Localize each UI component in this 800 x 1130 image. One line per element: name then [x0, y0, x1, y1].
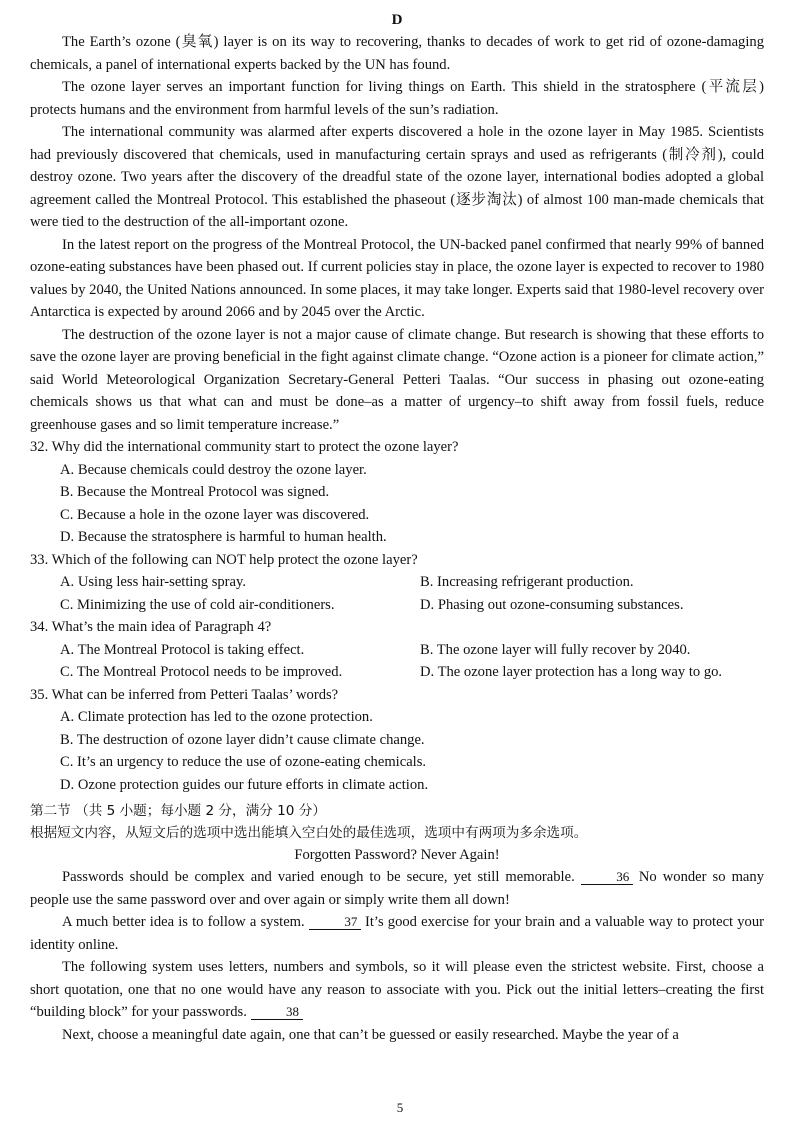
section-2-instruction: 根据短文内容，从短文后的选项中选出能填入空白处的最佳选项，选项中有两项为多余选项。: [30, 825, 588, 841]
question-stem: 34. What’s the main idea of Paragraph 4?: [30, 619, 272, 635]
option-c: C. The Montreal Protocol needs to be improved.: [60, 664, 343, 680]
option-b: B. Increasing refrigerant production.: [420, 574, 634, 590]
question-35: [30, 684, 764, 797]
cloze-title: Forgotten Password? Never Again!: [294, 847, 500, 863]
option-a: A. Climate protection has led to the ozone protection.: [60, 709, 373, 725]
section-letter: D: [391, 12, 403, 28]
question-stem: 35. What can be inferred from Petteri Taalas’ words?: [30, 686, 339, 703]
question-32: [30, 436, 764, 549]
option-c: C. Minimizing the use of cold air-conditioners.: [60, 596, 335, 613]
option-a: A. The Montreal Protocol is taking effect.: [60, 641, 305, 658]
cloze-paragraph-3: [30, 956, 764, 1024]
cloze-text: A much better idea is to follow a system.: [62, 914, 305, 930]
cloze-paragraph-4: Next, choose a meaningful date again, one that can’t be guessed or easily researched. Maybe the year of a: [62, 1026, 679, 1043]
passage-paragraph-1: The Earth’s ozone (臭氧) layer is on its way to recovering, thanks to decades of work to get rid of ozone-damaging chemicals, a panel of international experts backed by the UN has found.: [30, 34, 764, 73]
option-row: [60, 571, 764, 594]
option-b: B. The destruction of ozone layer didn’t cause climate change.: [60, 731, 425, 748]
question-33: [30, 549, 764, 617]
question-34: [30, 616, 764, 684]
option-row: [60, 661, 764, 684]
option-d: D. Because the stratosphere is harmful to human health.: [60, 529, 387, 545]
option-a: A. Because chemicals could destroy the ozone layer.: [60, 461, 367, 478]
option-d: D. Phasing out ozone-consuming substances.: [420, 596, 684, 613]
cloze-paragraph-1: [30, 866, 764, 911]
cloze-paragraph-2: [30, 911, 764, 956]
passage-paragraph-5: The destruction of the ozone layer is not a major cause of climate change. But research is showing that these efforts to save the ozone layer are proving beneficial in the fight against climate change. “Ozone action is a pioneer for climate action,” said World Meteorological Organization Secretary-General Petteri Taalas. “Our success in phasing out ozone-eating chemicals shows us that what can and must be done–as a matter of urgency–to shift away from fossil fuels, reduce greenhouse gases and so limit temperature increase.”: [30, 326, 764, 433]
reading-passage: [30, 31, 764, 436]
section-2: [30, 800, 764, 1046]
option-c: C. It’s an urgency to reduce the use of ozone-eating chemicals.: [60, 754, 427, 770]
cloze-text: No wonder so many people use the same password over and over again or simply write them all down!: [30, 869, 764, 908]
option-d: D. Ozone protection guides our future efforts in climate action.: [60, 776, 429, 793]
option-a: A. Using less hair-setting spray.: [60, 574, 247, 590]
blank-38: 38: [251, 1004, 303, 1020]
option-row: [60, 594, 764, 617]
cloze-text: It’s good exercise for your brain and a valuable way to protect your identity online.: [30, 914, 764, 953]
question-stem: 32. Why did the international community start to protect the ozone layer?: [30, 439, 459, 455]
passage-paragraph-3: The international community was alarmed after experts discovered a hole in the ozone layer in May 1985. Scientists had previously discovered that chemicals, used in manufacturing certain sprays and used as refrigerants (制冷剂), could destroy ozone. Two years after the discovery of the dreadful state of the ozone layer, international bodies adopted a global agreement called the Montreal Protocol. This established the phaseout (逐步淘汰) of almost 100 man-made chemicals that were tied to the destruction of the all-important ozone.: [30, 124, 764, 230]
option-d: D. The ozone layer protection has a long way to go.: [420, 664, 723, 680]
option-c: C. Because a hole in the ozone layer was discovered.: [60, 506, 370, 523]
passage-paragraph-4: In the latest report on the progress of the Montreal Protocol, the UN-backed panel confirmed that nearly 99% of banned ozone-eating substances have been phased out. If current policies stay in place, the ozone layer is expected to recover to 1980 values by 2040, the United Nations announced. In some places, it may take longer. Experts said that 1980-level recovery over Antarctica is expected by around 2066 and by 2045 over the Arctic.: [30, 236, 764, 320]
option-b: B. The ozone layer will fully recover by 2040.: [420, 641, 691, 658]
question-stem: 33. Which of the following can NOT help protect the ozone layer?: [30, 551, 418, 568]
option-b: B. Because the Montreal Protocol was signed.: [60, 484, 330, 500]
page-number: 5: [396, 1100, 404, 1115]
passage-paragraph-2: The ozone layer serves an important function for living things on Earth. This shield in the stratosphere (平流层) protects humans and the environment from harmful levels of the sun’s radiation.: [30, 79, 764, 118]
cloze-text: The following system uses letters, numbers and symbols, so it will please even the strictest website. First, choose a short quotation, one that no one would have any reason to associate with you. Pick out the initial letters–creating the first “building block” for your passwords.: [30, 959, 764, 1020]
blank-37: 37: [309, 914, 361, 930]
section-2-heading: 第二节 （共 5 小题；每小题 2 分，满分 10 分）: [30, 803, 326, 819]
option-row: [60, 639, 764, 662]
blank-36: 36: [581, 869, 633, 885]
cloze-text: Passwords should be complex and varied enough to be secure, yet still memorable.: [62, 869, 575, 885]
